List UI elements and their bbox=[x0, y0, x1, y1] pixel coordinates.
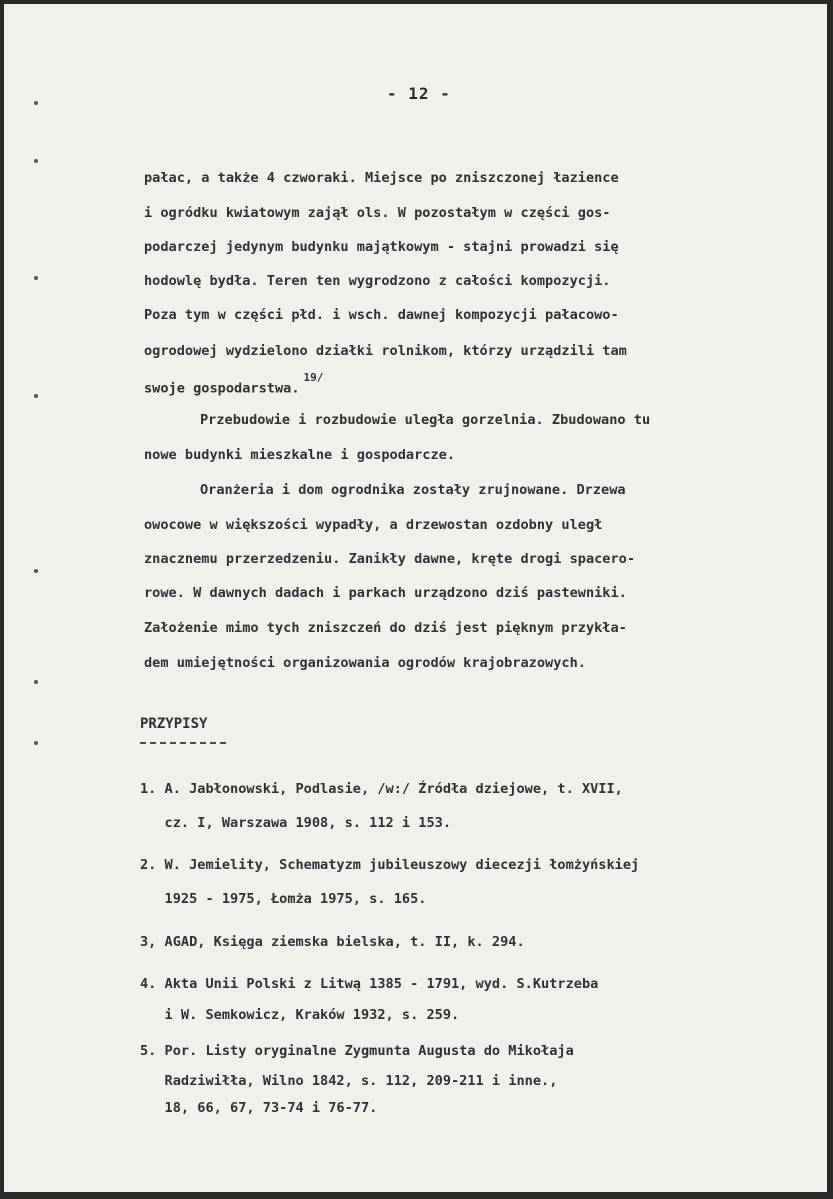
body-line-text: swoje gospodarstwa. bbox=[144, 380, 300, 397]
body-line: Przebudowie i rozbudowie uległa gorzelnia. Zbudowano tu bbox=[200, 412, 651, 428]
body-line: owocowe w większości wypadły, a drzewostan ozdobny uległ bbox=[144, 517, 603, 533]
body-line: pałac, a także 4 czworaki. Miejsce po zniszczonej łazience bbox=[144, 170, 619, 186]
body-line: Poza tym w części płd. i wsch. dawnej kompozycji pałacowo- bbox=[144, 307, 619, 323]
body-line: hodowlę bydła. Teren ten wygrodzono z całości kompozycji. bbox=[144, 273, 611, 289]
body-line: Założenie mimo tych zniszczeń do dziś jest pięknym przykła- bbox=[144, 620, 627, 636]
body-line: rowe. W dawnych dadach i parkach urządzono dziś pastewniki. bbox=[144, 585, 627, 601]
punch-mark bbox=[34, 569, 38, 573]
body-line: nowe budynki mieszkalne i gospodarcze. bbox=[144, 447, 455, 463]
footnote-line: 2. W. Jemielity, Schematyzm jubileuszowy diecezji łomżyńskiej bbox=[140, 857, 640, 873]
punch-mark bbox=[34, 101, 38, 105]
footnote-line: cz. I, Warszawa 1908, s. 112 i 153. bbox=[140, 815, 451, 831]
punch-mark bbox=[34, 741, 38, 745]
document-page bbox=[4, 4, 827, 1192]
punch-mark bbox=[34, 394, 38, 398]
punch-mark bbox=[34, 276, 38, 280]
footnote-line: 1925 - 1975, Łomża 1975, s. 165. bbox=[140, 891, 427, 907]
body-line: dem umiejętności organizowania ogrodów krajobrazowych. bbox=[144, 655, 586, 671]
body-line: i ogródku kwiatowym zajął ols. W pozostałym w części gos- bbox=[144, 205, 611, 221]
body-line: podarczej jedynym budynku majątkowym - stajni prowadzi się bbox=[144, 239, 619, 255]
footnote-reference: 19/ bbox=[303, 371, 324, 384]
body-line bbox=[144, 371, 324, 397]
body-line: znacznemu przerzedzeniu. Zanikły dawne, kręte drogi spacero- bbox=[144, 551, 636, 567]
punch-mark bbox=[34, 680, 38, 684]
body-line: ogrodowej wydzielono działki rolnikom, którzy urządzili tam bbox=[144, 343, 627, 359]
footnote-line: 3, AGAD, Księga ziemska bielska, t. II, k. 294. bbox=[140, 934, 525, 950]
body-line: Oranżeria i dom ogrodnika zostały zrujnowane. Drzewa bbox=[200, 482, 626, 498]
footnote-line: i W. Semkowicz, Kraków 1932, s. 259. bbox=[140, 1007, 460, 1023]
footnote-line: 18, 66, 67, 73-74 i 76-77. bbox=[140, 1100, 378, 1116]
punch-mark bbox=[34, 159, 38, 163]
heading-underline bbox=[140, 742, 226, 744]
footnote-line: 1. A. Jabłonowski, Podlasie, /w:/ Źródła dziejowe, t. XVII, bbox=[140, 781, 623, 797]
footnote-line: 4. Akta Unii Polski z Litwą 1385 - 1791, wyd. S.Kutrzeba bbox=[140, 976, 599, 992]
footnote-line: 5. Por. Listy oryginalne Zygmunta Augusta do Mikołaja bbox=[140, 1043, 574, 1059]
footnotes-heading: PRZYPISY bbox=[140, 716, 208, 732]
page-number: - 12 - bbox=[387, 84, 451, 103]
footnote-line: Radziwiłła, Wilno 1842, s. 112, 209-211 i inne., bbox=[140, 1073, 558, 1089]
